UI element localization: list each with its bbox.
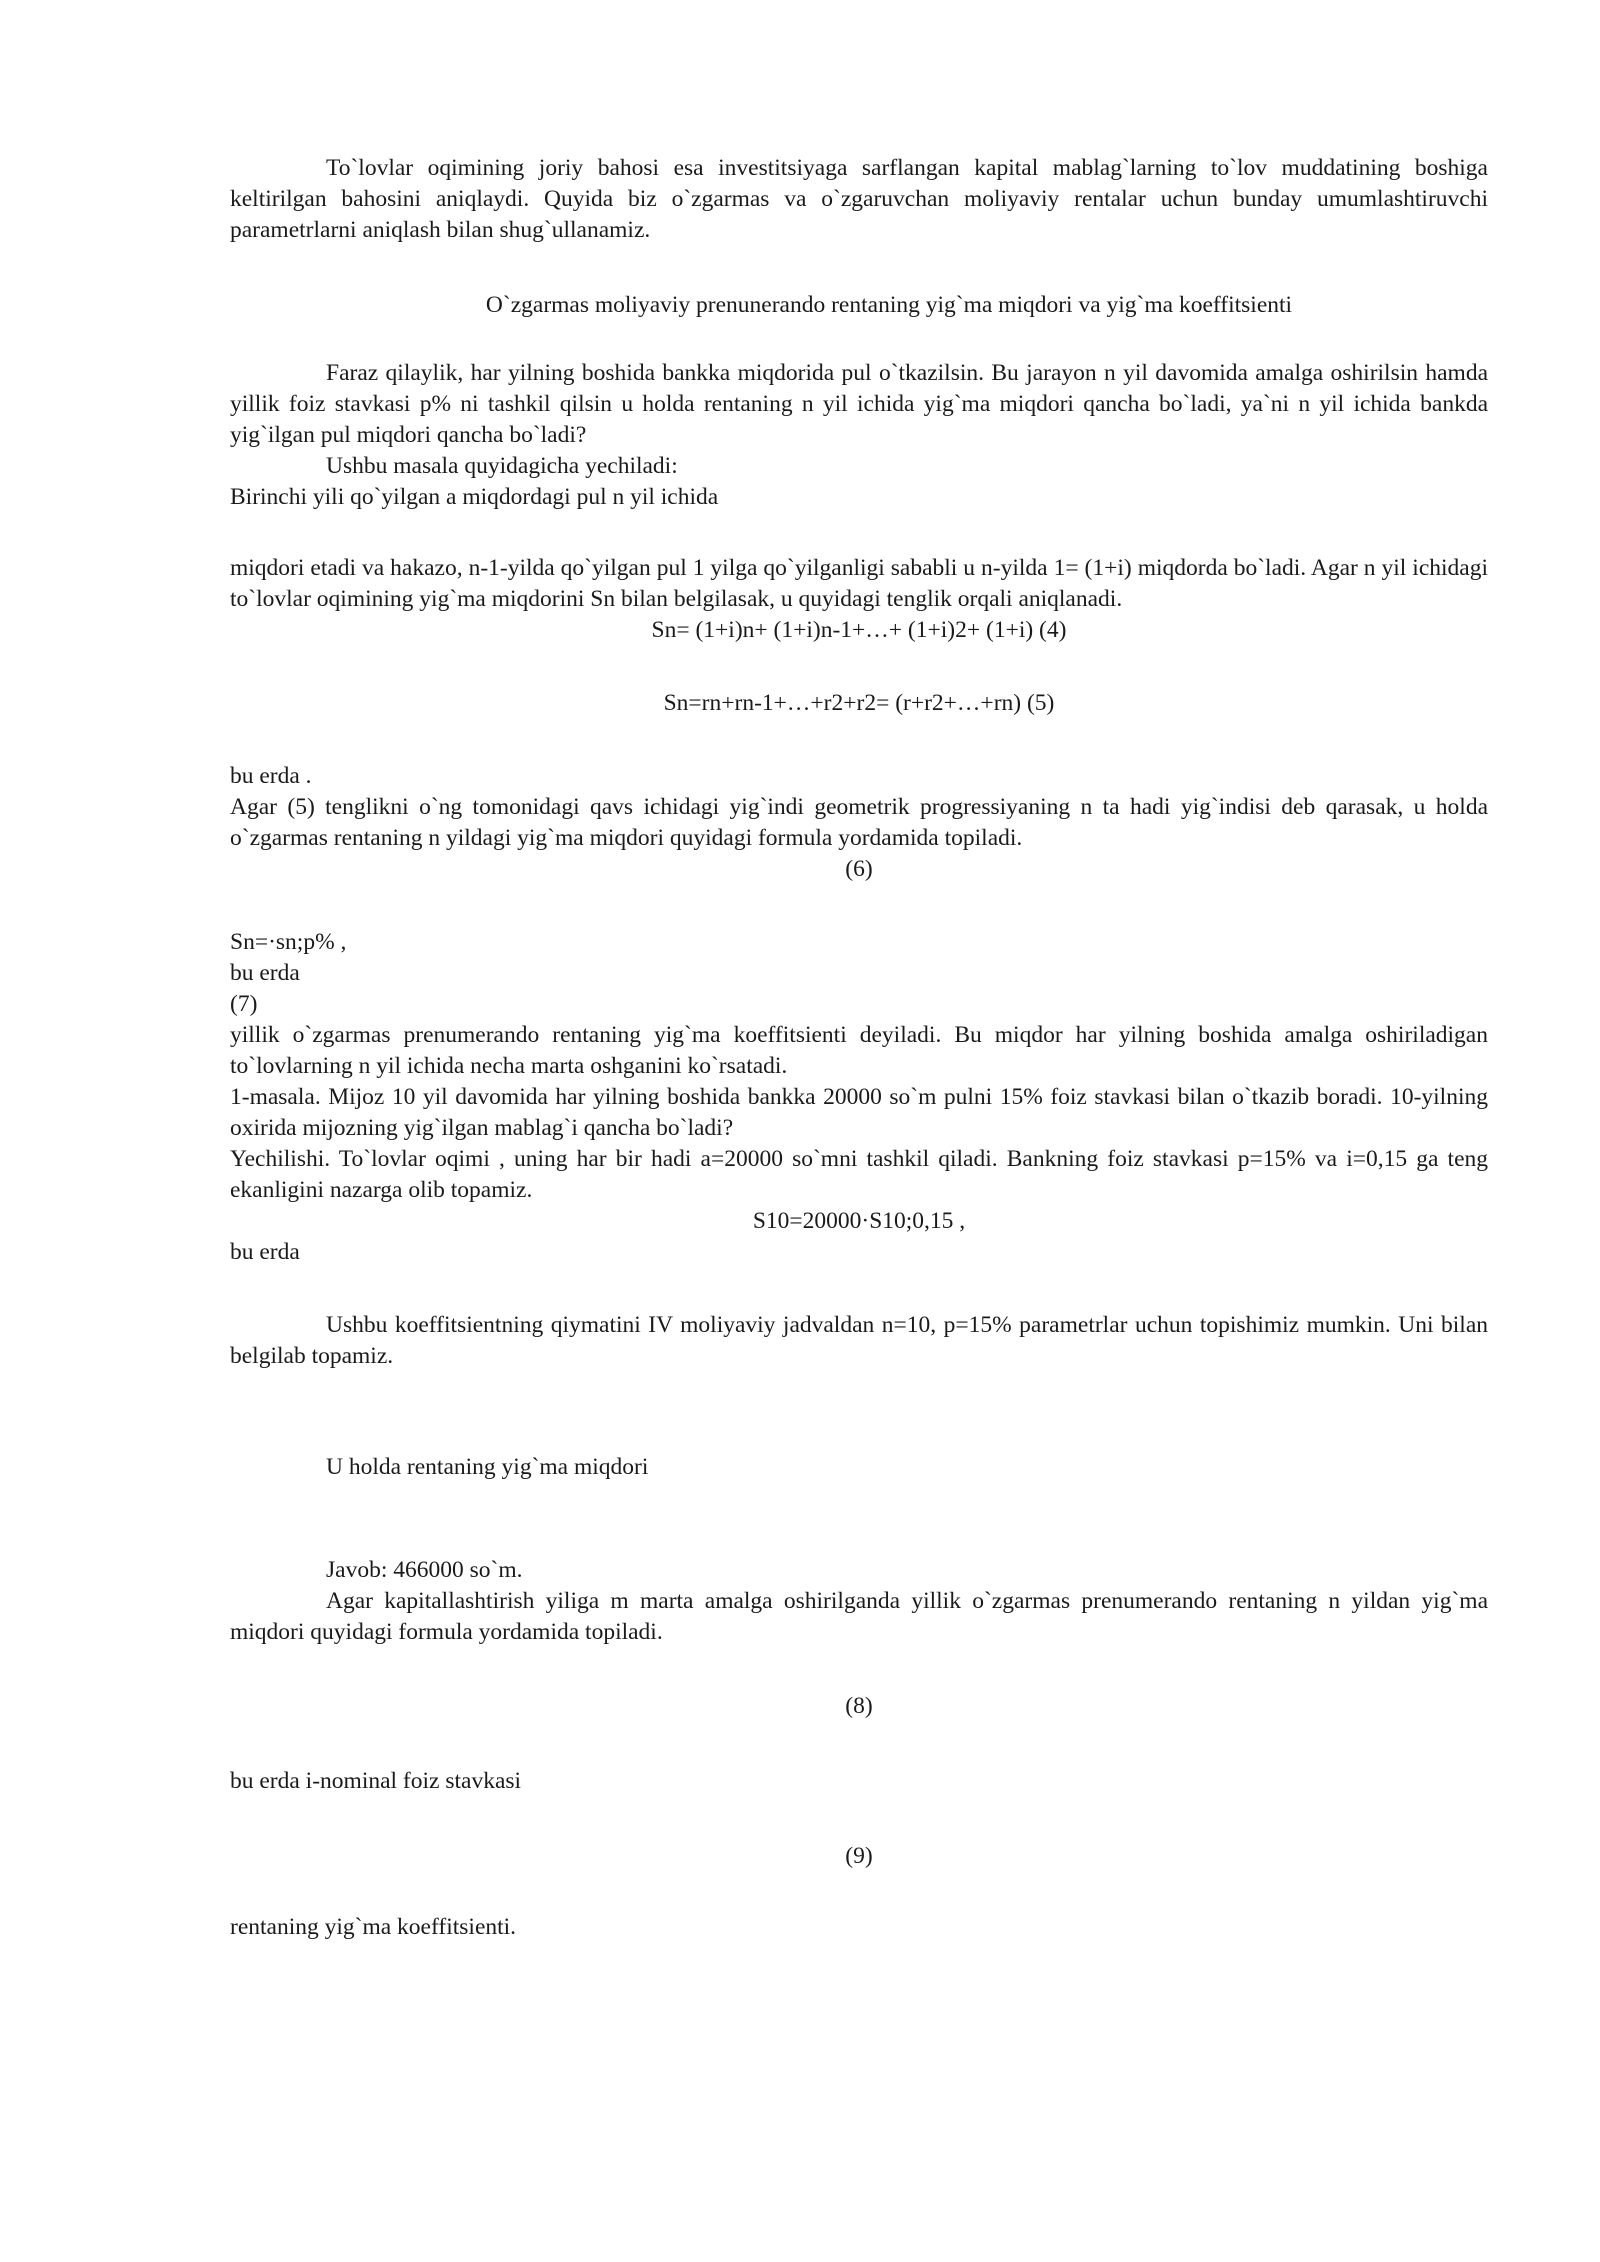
- paragraph-accumulation: miqdori etadi va hakazo, n-1-yilda qo`yilgan pul 1 yilga qo`yilganligi sababli u n-yilda 1= (1+i) miqdorda bo`ladi. Agar n yil ichidagi to`lovlar oqimining yig`ma miqdorini Sn bilan belgilasak, u quyidagi tenglik orqali aniqlanadi.: [230, 555, 1488, 612]
- section-heading: O`zgarmas moliyaviy prenunerando rentaning yig`ma miqdori va yig`ma koeffitsienti: [485, 292, 1293, 318]
- equation-9-label: (9): [845, 1843, 873, 1869]
- equation-5: Sn=rn+rn-1+…+r2+r2= (r+r2+…+rn) (5): [663, 690, 1055, 716]
- document-body: [230, 153, 1488, 1943]
- paragraph-nominal-rate: bu erda i-nominal foiz stavkasi: [230, 1768, 522, 1794]
- paragraph-first-year: Birinchi yili qo`yilgan a miqdordagi pul n yil ichida: [230, 484, 719, 510]
- formula-sn: Sn=·sn;p% ,: [230, 929, 347, 955]
- paragraph-where-2: bu erda: [230, 960, 300, 986]
- paragraph-answer: Javob: 466000 so`m.: [326, 1557, 523, 1583]
- paragraph-solution: Yechilishi. To`lovlar oqimi , uning har bir hadi a=20000 so`mni tashkil qiladi. Bankning foiz stavkasi p=15% va i=0,15 ga teng ekanligini nazarga olib topamiz.: [230, 1146, 1488, 1203]
- equation-6-label: (6): [845, 856, 873, 882]
- formula-s10: S10=20000·S10;0,15 ,: [752, 1208, 966, 1234]
- paragraph-total: U holda rentaning yig`ma miqdori: [326, 1454, 649, 1480]
- paragraph-where-3: bu erda: [230, 1239, 300, 1265]
- equation-8-label: (8): [845, 1693, 873, 1719]
- paragraph-geometric: Agar (5) tenglikni o`ng tomonidagi qavs ichidagi yig`indi geometrik progressiyaning n ta hadi yig`indisi deb qarasak, u holda o`zgarmas rentaning n yildagi yig`ma miqdori quyidagi formula yordamida topiladi.: [230, 794, 1488, 851]
- paragraph-where-1: bu erda .: [230, 763, 312, 789]
- paragraph-capitalization: Agar kapitallashtirish yiliga m marta amalga oshirilganda yillik o`zgarmas prenumerando rentaning n yildan yig`ma miqdori quyidagi formula yordamida topiladi.: [230, 1588, 1488, 1645]
- equation-4: Sn= (1+i)n+ (1+i)n-1+…+ (1+i)2+ (1+i) (4): [651, 617, 1067, 643]
- paragraph-solution-intro: Ushbu masala quyidagicha yechiladi:: [326, 453, 678, 479]
- paragraph-assumption: Faraz qilaylik, har yilning boshida bankka miqdorida pul o`tkazilsin. Bu jarayon n yil davomida amalga oshirilsin hamda yillik foiz stavkasi p% ni tashkil qilsin u holda rentaning n yil ichida yig`ma miqdori qancha bo`ladi, ya`ni n yil ichida bankda yig`ilgan pul miqdori qancha bo`ladi?: [230, 360, 1488, 448]
- equation-7-label: (7): [230, 991, 258, 1017]
- paragraph-intro: To`lovlar oqimining joriy bahosi esa investitsiyaga sarflangan kapital mablag`larning to`lov muddatining boshiga keltirilgan bahosini aniqlaydi. Quyida biz o`zgarmas va o`zgaruvchan moliyaviy rentalar uchun bunday umumlashtiruvchi parametrlarni aniqlash bilan shug`ullanamiz.: [230, 155, 1488, 243]
- paragraph-coefficient: yillik o`zgarmas prenumerando rentaning yig`ma koeffitsienti deyiladi. Bu miqdor har yilning boshida amalga oshiriladigan to`lovlarning n yil ichida necha marta oshganini ko`rsatadi.: [230, 1022, 1488, 1079]
- paragraph-problem-1: 1-masala. Mijoz 10 yil davomida har yilning boshida bankka 20000 so`m pulni 15% foiz stavkasi bilan o`tkazib boradi. 10-yilning oxirida mijozning yig`ilgan mablag`i qancha bo`ladi?: [230, 1084, 1488, 1141]
- paragraph-table-lookup: Ushbu koeffitsientning qiymatini IV moliyaviy jadvaldan n=10, p=15% parametrlar uchun topishimiz mumkin. Uni bilan belgilab topamiz.: [230, 1312, 1488, 1369]
- paragraph-final: rentaning yig`ma koeffitsienti.: [230, 1914, 517, 1940]
